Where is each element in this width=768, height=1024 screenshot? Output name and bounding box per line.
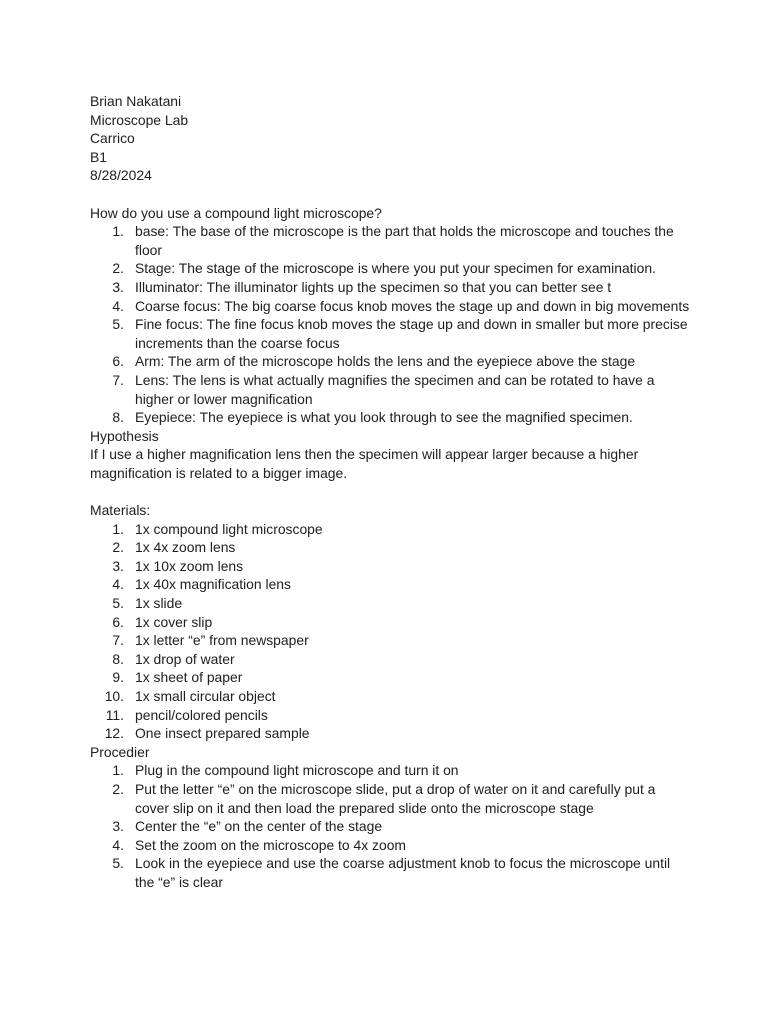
list-item-text: 1x compound light microscope (135, 520, 323, 537)
list-item: 8. 1x drop of water (112, 650, 235, 667)
list-item: 6. 1x cover slip (112, 613, 213, 630)
materials-list (90, 520, 690, 743)
list-item: 7. 1x letter “e” from newspaper (112, 632, 309, 649)
list-item: 4. Set the zoom on the microscope to 4x zoom (112, 836, 407, 853)
list-item-text: One insect prepared sample (135, 725, 310, 742)
list-item-text: 1x 40x magnification lens (135, 576, 291, 593)
hypothesis-heading: Hypothesis (90, 427, 159, 444)
procedure-heading: Procedier (90, 743, 150, 760)
list-item-text: Stage: The stage of the microscope is where you put your specimen for examination. (135, 260, 656, 277)
list-item-text: 1x 4x zoom lens (135, 539, 236, 556)
hypothesis-text: If I use a higher magnification lens then the specimen will appear larger because a higher magnification is related to a bigger image. (90, 446, 639, 481)
list-item-text: 1x small circular object (135, 688, 276, 704)
list-item: 3. 1x 10x zoom lens (112, 557, 244, 574)
list-item-text: Illuminator: The illuminator lights up the specimen so that you can better see t (135, 278, 612, 295)
list-item-text: Fine focus: The fine focus knob moves the stage up and down in smaller but more precise increments than the coarse focus (135, 316, 688, 351)
list-item: 5. Look in the eyepiece and use the coarse adjustment knob to focus the microscope until the “e” is clear (112, 855, 671, 890)
list-item-text: 1x cover slip (135, 613, 213, 630)
list-item: 1. Plug in the compound light microscope and turn it on (112, 762, 459, 779)
list-item: 3. Illuminator: The illuminator lights up the specimen so that you can better see t (112, 278, 612, 295)
list-item-text: 1x 10x zoom lens (135, 557, 244, 574)
list-item-text: 1x slide (135, 595, 183, 612)
list-item: 1. base: The base of the microscope is the part that holds the microscope and touches the floor (112, 223, 674, 258)
list-item: 1. 1x compound light microscope (112, 520, 323, 537)
question-list (90, 222, 690, 427)
list-item: 2. Stage: The stage of the microscope is where you put your specimen for examination. (112, 260, 656, 277)
list-item-text: Set the zoom on the microscope to 4x zoom (135, 836, 407, 853)
list-item: 4. 1x 40x magnification lens (112, 576, 291, 593)
list-item: 12. One insect prepared sample (104, 725, 310, 742)
list-item: 3. Center the “e” on the center of the stage (112, 818, 383, 835)
list-item-text: pencil/colored pencils (135, 706, 268, 723)
class-period: B1 (90, 148, 107, 165)
list-item-text: 1x drop of water (135, 650, 235, 667)
list-item-text: Coarse focus: The big coarse focus knob moves the stage up and down in big movements (135, 297, 690, 314)
list-item-text: Plug in the compound light microscope and turn it on (135, 762, 459, 779)
teacher-name: Carrico (90, 130, 135, 147)
list-item: 5. Fine focus: The fine focus knob moves the stage up and down in smaller but more precise increments than the coarse focus (112, 316, 688, 351)
list-item: 4. Coarse focus: The big coarse focus knob moves the stage up and down in big movements (112, 297, 690, 314)
spacer (90, 482, 690, 501)
header-block (90, 92, 690, 185)
list-item-text: 1x sheet of paper (135, 669, 243, 686)
list-item: 11. pencil/colored pencils (105, 706, 268, 723)
document-title: Microscope Lab (90, 111, 189, 128)
list-item-text: Eyepiece: The eyepiece is what you look through to see the magnified specimen. (135, 409, 633, 426)
list-item-text: Center the “e” on the center of the stage (135, 818, 383, 835)
student-name: Brian Nakatani (90, 93, 182, 109)
list-item-text: Arm: The arm of the microscope holds the lens and the eyepiece above the stage (135, 353, 636, 370)
document-body (90, 92, 690, 892)
list-item: 2. 1x 4x zoom lens (112, 539, 236, 556)
list-item: 5. 1x slide (112, 595, 183, 612)
list-item-text: base: The base of the microscope is the part that holds the microscope and touches the floor (135, 223, 674, 258)
list-item-text: Lens: The lens is what actually magnifies the specimen and can be rotated to have a higher or lower magnification (135, 371, 655, 407)
list-item: 10. 1x small circular object (104, 688, 276, 704)
materials-heading: Materials: (90, 502, 151, 519)
procedure-list (90, 761, 690, 891)
list-item-text: 1x letter “e” from newspaper (135, 632, 309, 649)
list-item-text: Look in the eyepiece and use the coarse adjustment knob to focus the microscope until the “e” is clear (135, 855, 671, 890)
list-item: 2. Put the letter “e” on the microscope slide, put a drop of water on it and carefully put a cover slip on it and then load the prepared slide onto the microscope stage (112, 780, 656, 816)
list-item: 6. Arm: The arm of the microscope holds the lens and the eyepiece above the stage (112, 353, 636, 370)
spacer (90, 185, 690, 204)
list-item: 9. 1x sheet of paper (112, 669, 243, 686)
document-date: 8/28/2024 (90, 167, 152, 184)
list-item-text: Put the letter “e” on the microscope slide, put a drop of water on it and carefully put a cover slip on it and then load the prepared slide onto the microscope stage (135, 780, 656, 816)
list-item: 7. Lens: The lens is what actually magnifies the specimen and can be rotated to have a higher or lower magnification (112, 371, 655, 407)
question-heading: How do you use a compound light microscope? (90, 204, 382, 221)
list-item: 8. Eyepiece: The eyepiece is what you look through to see the magnified specimen. (112, 409, 633, 426)
